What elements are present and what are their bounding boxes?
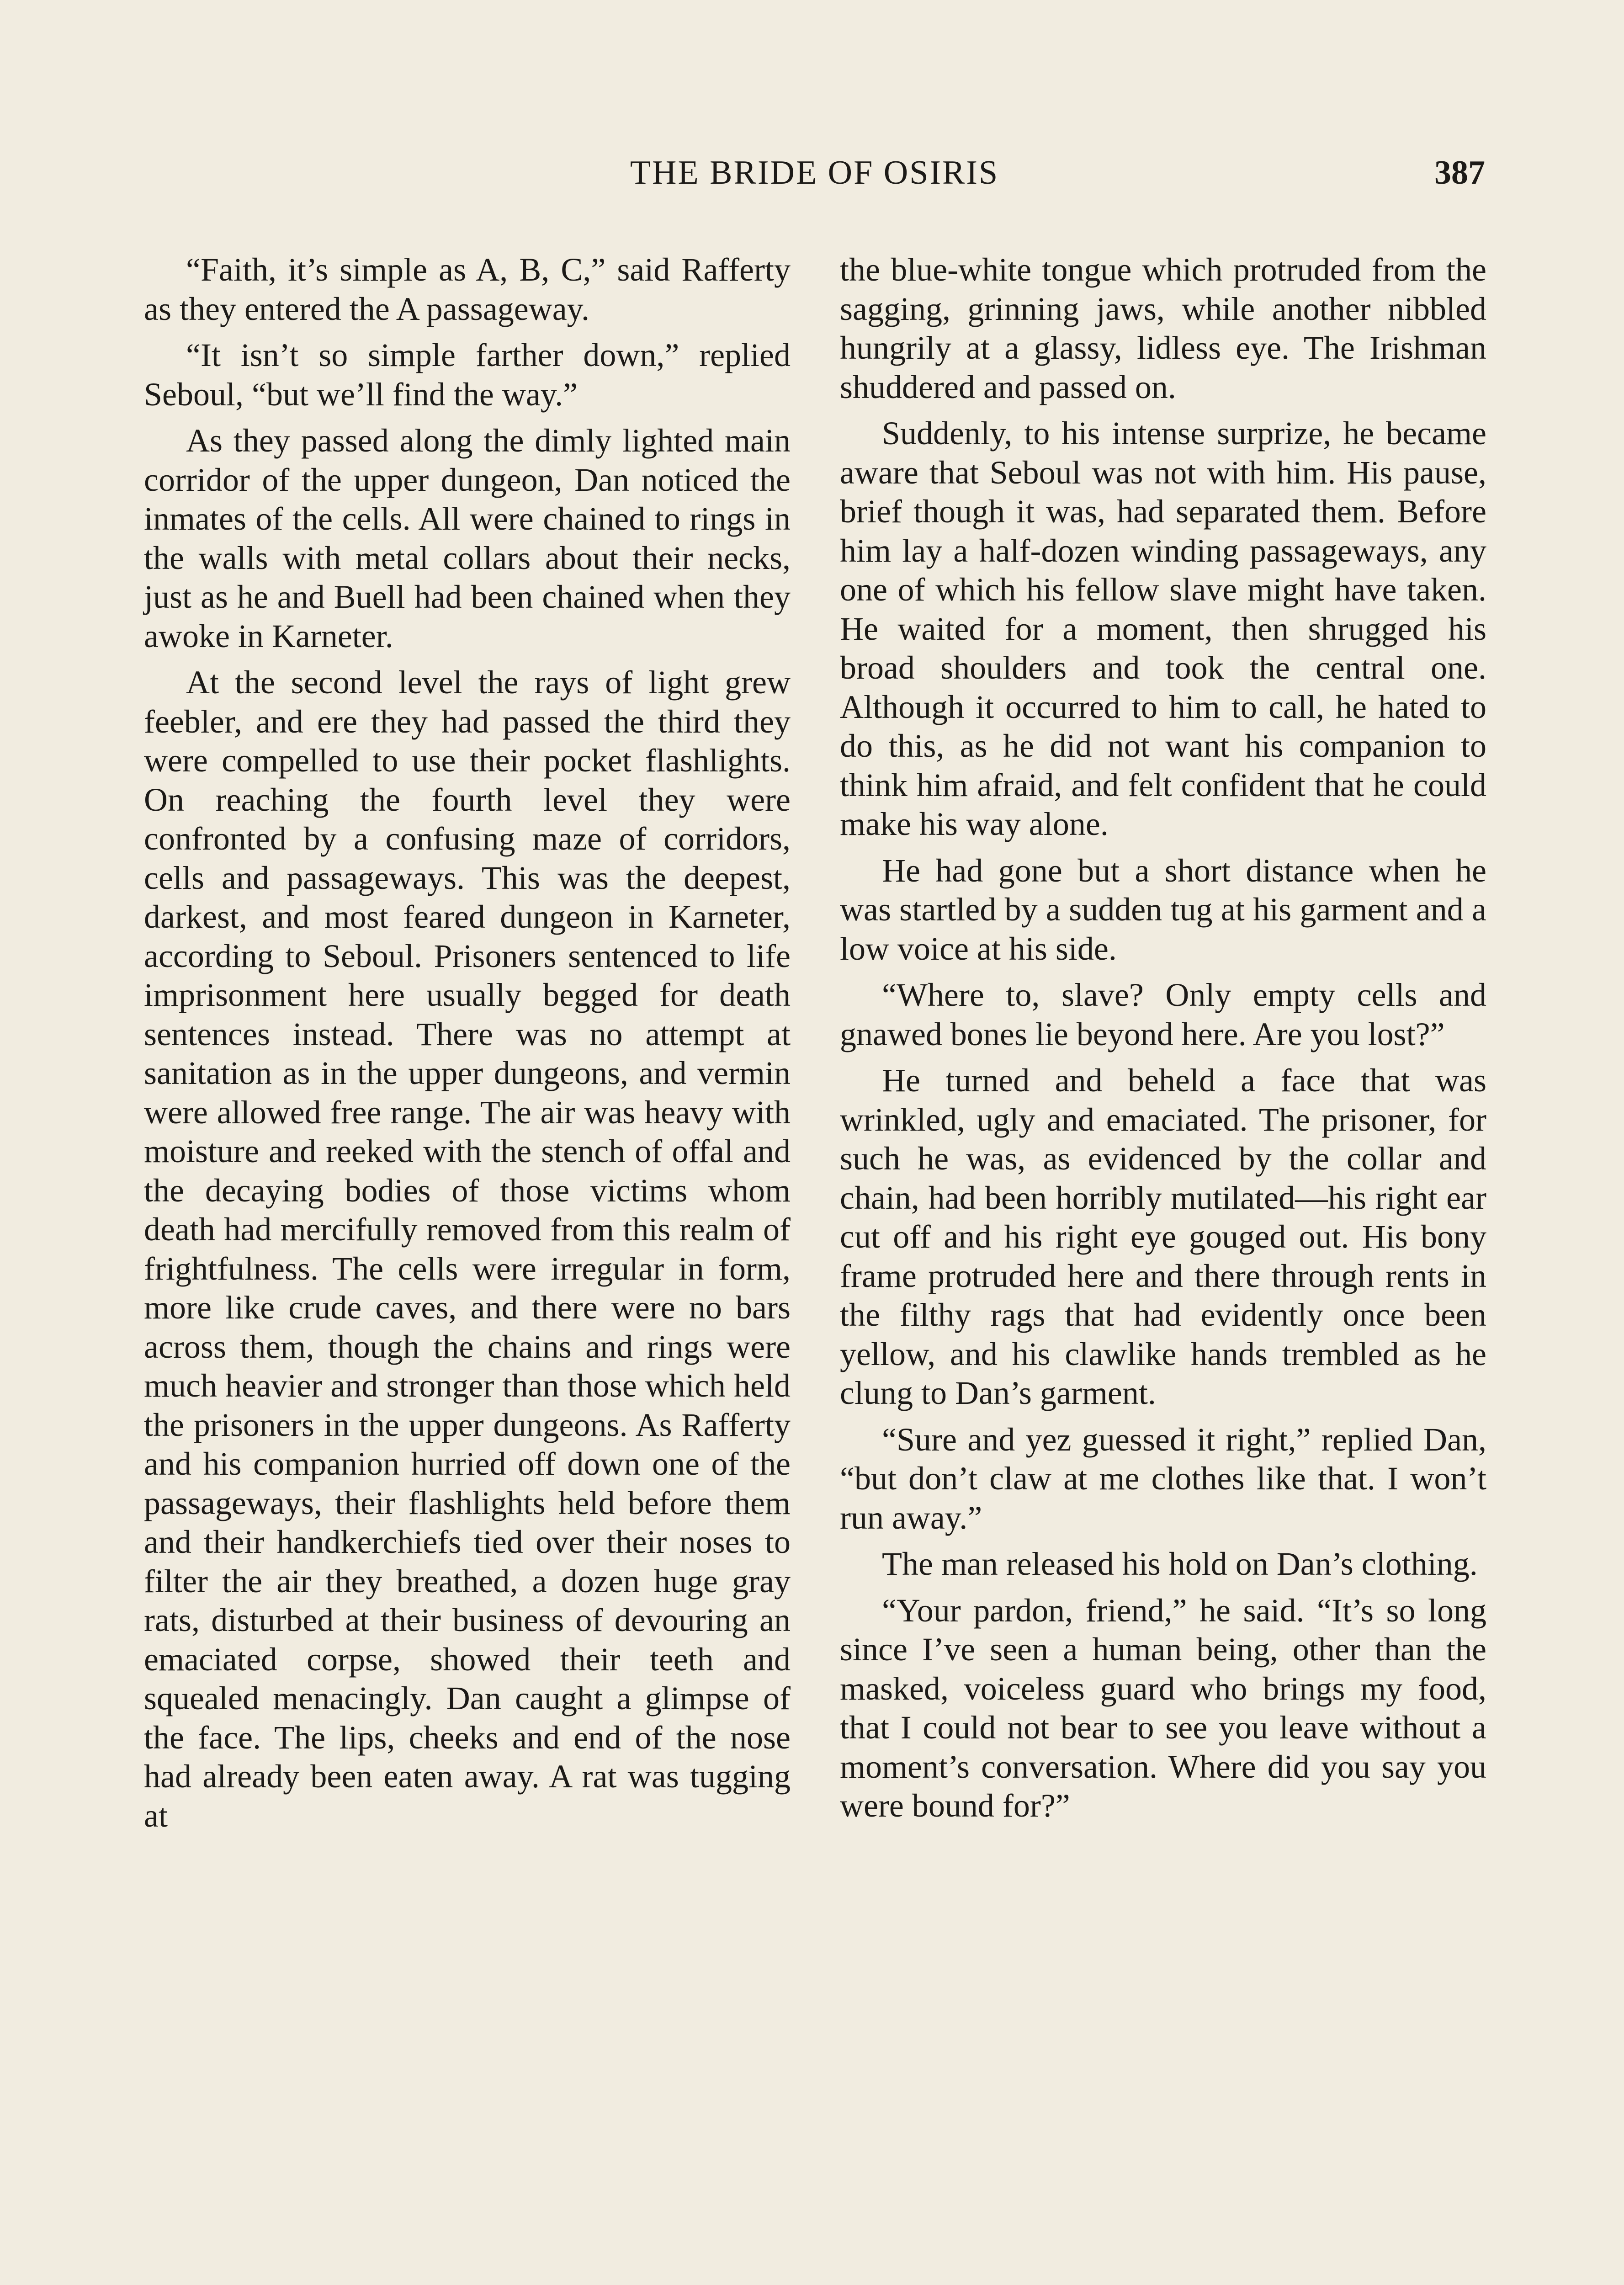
paragraph: The man released his hold on Dan’s clothing. <box>882 1546 1478 1582</box>
right-column <box>840 250 1486 1833</box>
paragraph: “Faith, it’s simple as A, B, C,” said Rafferty as they entered the A passageway. <box>144 251 791 327</box>
running-title: THE BRIDE OF OSIRIS <box>630 154 999 191</box>
paragraph: “Your pardon, friend,” he said. “It’s so long since I’ve seen a human being, other than the masked, voiceless guard who brings my food, that I could not bear to see you leave without a moment’s conversation. Where did you say you were bound for?” <box>840 1592 1486 1824</box>
page-number: 387 <box>1434 154 1485 191</box>
paragraph: He turned and beheld a face that was wrinkled, ugly and emaciated. The prisoner, for such he was, as evidenced by the collar and chain, had been horribly mutilated—his right ear cut off and his right eye gouged out. His bony frame protruded here and there through rents in the filthy rags that had evidently once been yellow, and his clawlike hands trembled as he clung to Dan’s garment. <box>840 1062 1486 1411</box>
paragraph: “Where to, slave? Only empty cells and gnawed bones lie beyond here. Are you lost?” <box>840 977 1486 1052</box>
paragraph: “Sure and yez guessed it right,” replied Dan, “but don’t claw at me clothes like that. I won’t run away.” <box>840 1421 1486 1536</box>
page-header <box>144 150 1485 200</box>
paragraph: As they passed along the dimly lighted main corridor of the upper dungeon, Dan noticed the inmates of the cells. All were chained to rings in the walls with metal collars about their necks, just as he and Buell had been chained when they awoke in Karneter. <box>144 422 791 654</box>
paragraph: At the second level the rays of light grew feebler, and ere they had passed the third they were compelled to use their pocket flashlights. On reaching the fourth level they were confronted by a confusing maze of corridors, cells and passageways. This was the deepest, darkest, and most feared dungeon in Karneter, according to Seboul. Prisoners sentenced to life imprisonment here usually begged for death sentences instead. There was no attempt at sanitation as in the upper dungeons, and vermin were allowed free range. The air was heavy with moisture and reeked with the stench of offal and the decaying bodies of those victims whom death had mercifully removed from this realm of frightfulness. The cells were irregular in form, more like crude caves, and there were no bars across them, though the chains and rings were much heavier and stronger than those which held the prisoners in the upper dungeons. As Rafferty and his companion hurried off down one of the passageways, their flashlights held before them and their handkerchiefs tied over their noses to filter the air they breathed, a dozen huge gray rats, disturbed at their business of devouring an emaciated corpse, showed their teeth and squealed menacingly. Dan caught a glimpse of the face. The lips, cheeks and end of the nose had already been eaten away. A rat was tugging at <box>144 664 791 1834</box>
paragraph: “It isn’t so simple farther down,” replied Seboul, “but we’ll find the way.” <box>144 337 791 413</box>
left-column <box>144 250 791 1843</box>
paragraph: Suddenly, to his intense surprize, he became aware that Seboul was not with him. His pause, brief though it was, had separated them. Before him lay a half-dozen winding passageways, any one of which his fellow slave might have taken. He waited for a moment, then shrugged his broad shoulders and took the central one. Although it occurred to him to call, he hated to do this, as he did not want his companion to think him afraid, and felt confident that he could make his way alone. <box>840 415 1486 842</box>
paragraph: He had gone but a short distance when he was startled by a sudden tug at his garment and a low voice at his side. <box>840 852 1486 967</box>
paragraph-continuation: the blue-white tongue which protruded from the sagging, grinning jaws, while another nibbled hungrily at a glassy, lidless eye. The Irishman shuddered and passed on. <box>840 251 1486 405</box>
